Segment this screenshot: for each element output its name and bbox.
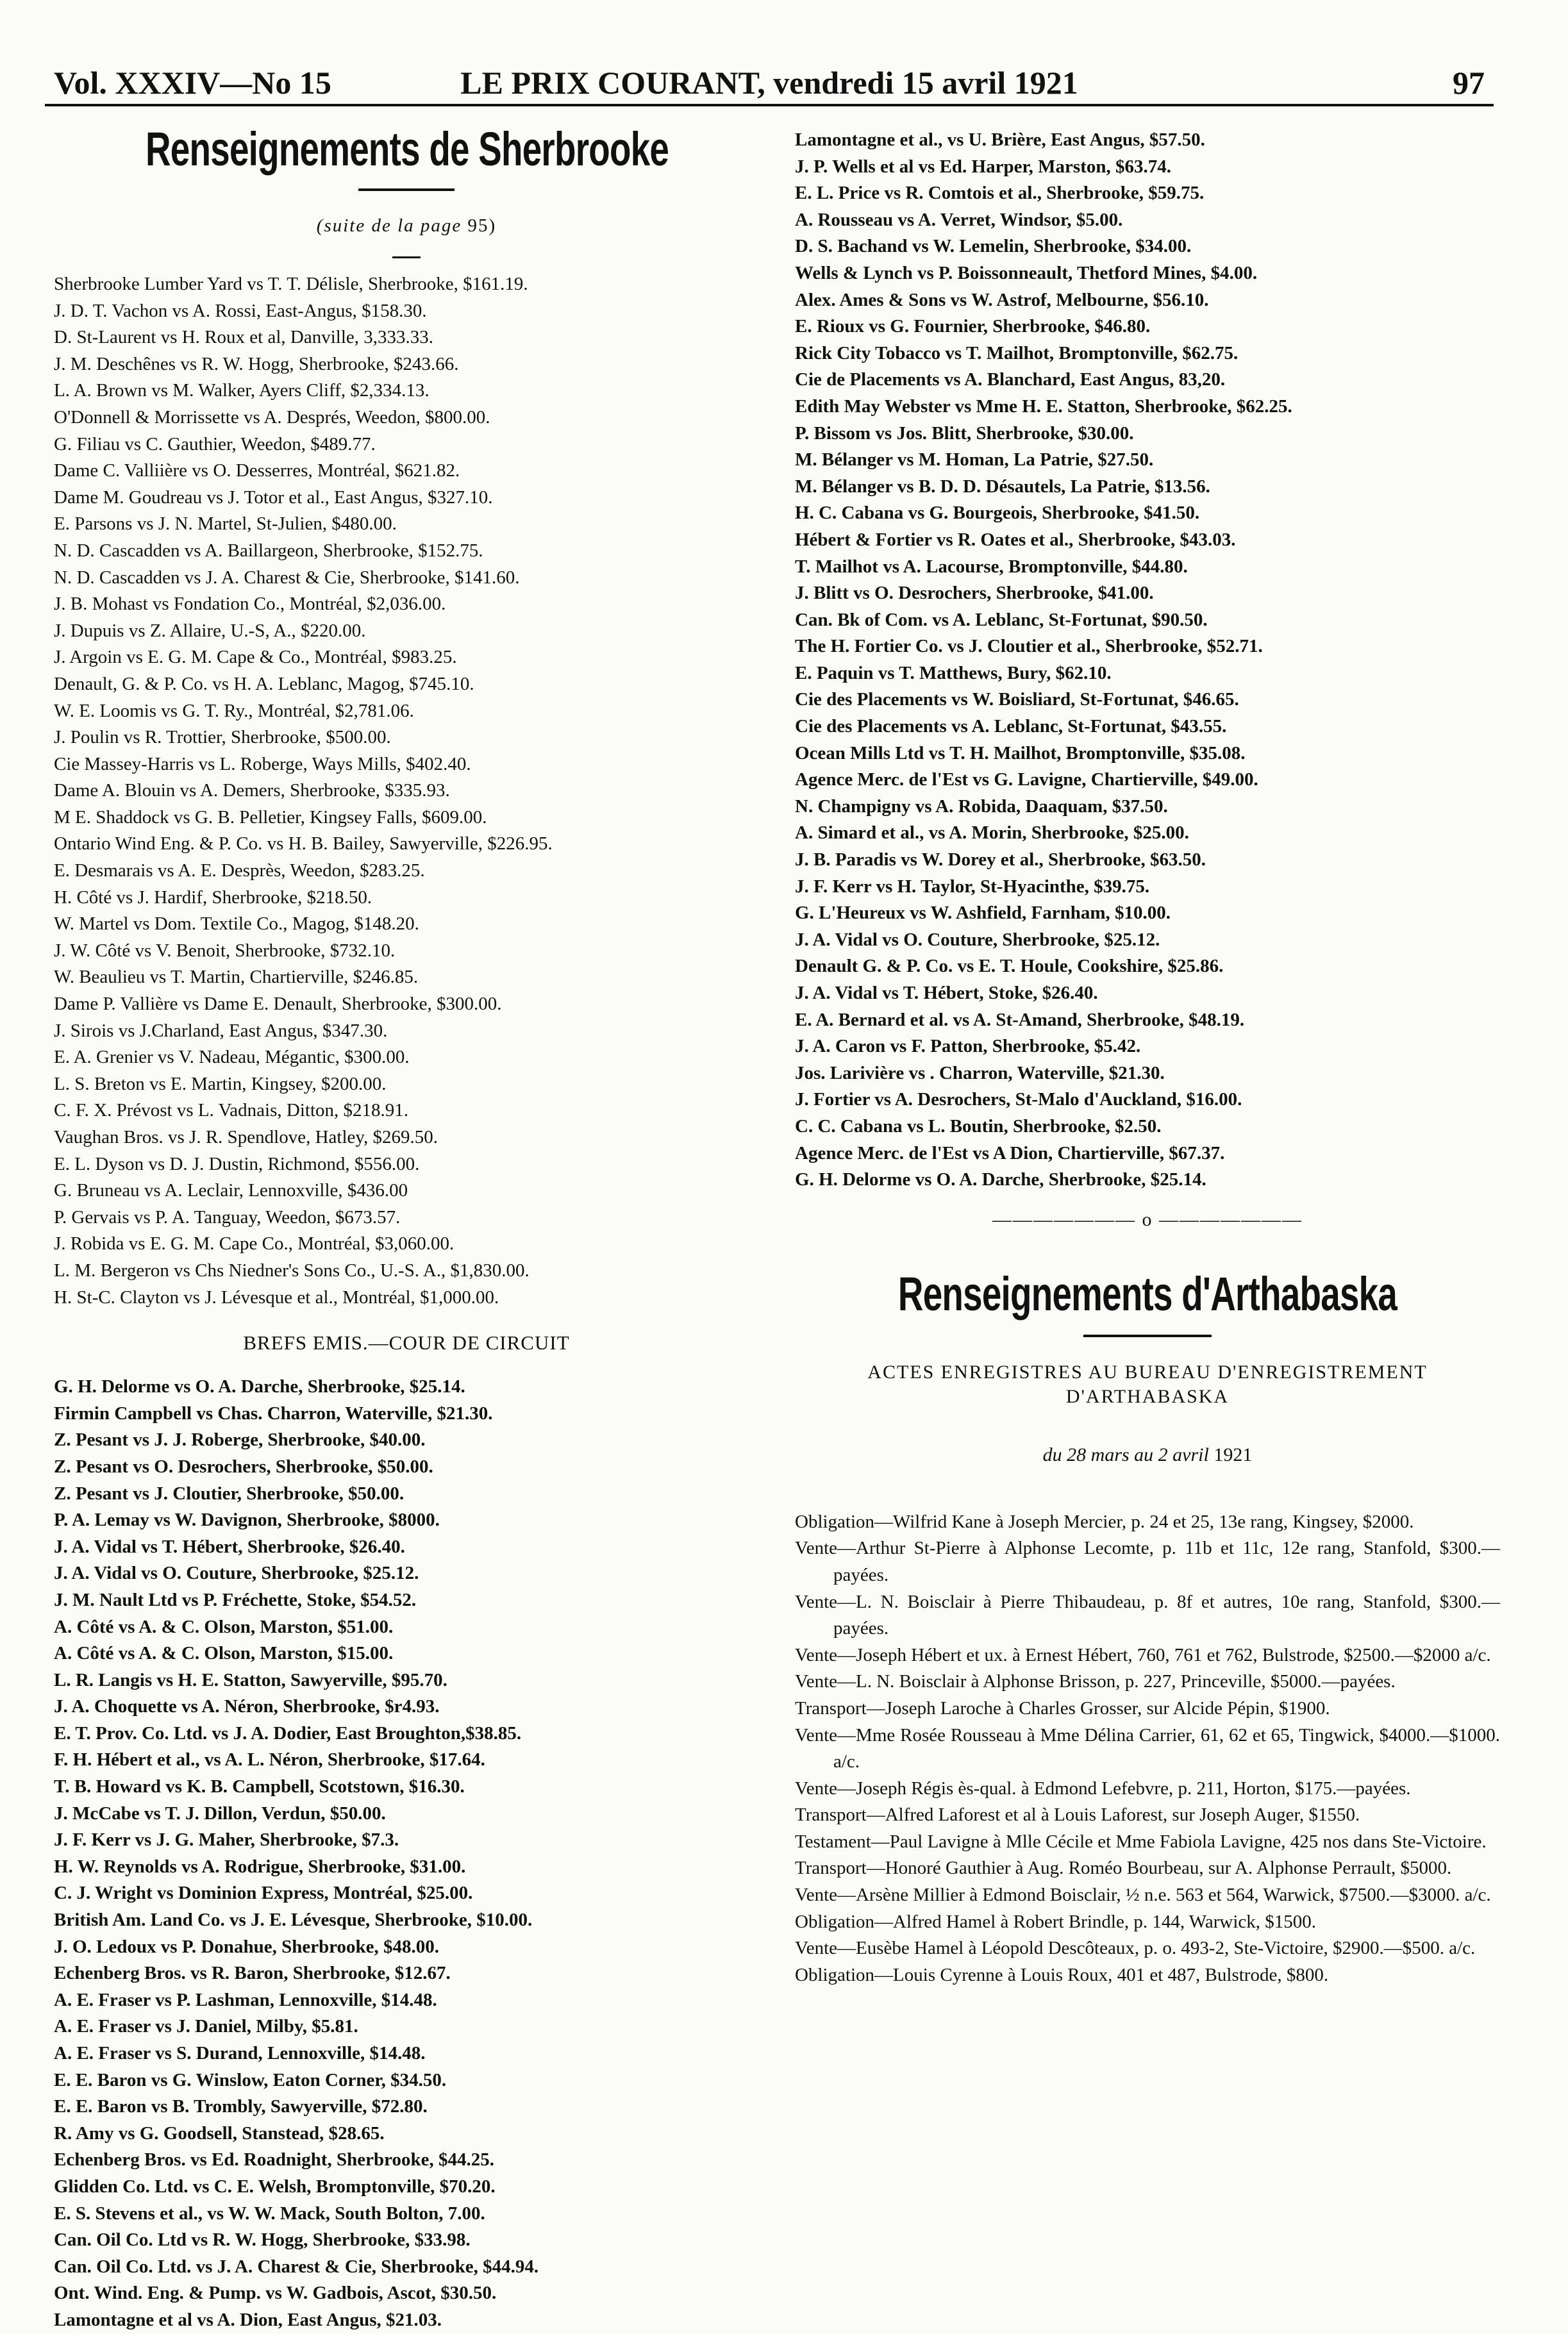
judgment-entry: Vaughan Bros. vs J. R. Spendlove, Hatley, $269.50. (54, 1127, 438, 1147)
arthabaska-deeds (795, 1509, 1500, 1989)
suite-text: (suite de la page (316, 215, 462, 236)
bref-entry: Glidden Co. Ltd. vs C. E. Welsh, Bromptonville, $70.20. (54, 2176, 496, 2197)
deed-entry: Vente—Arthur St-Pierre à Alphonse Lecomte, p. 11b et 11c, 12e rang, Stanfold, $300.—payées. (795, 1538, 1500, 1585)
judgment-entry: H. St-C. Clayton vs J. Lévesque et al., Montréal, $1,000.00. (54, 1287, 499, 1308)
bref-entry: Z. Pesant vs O. Desrochers, Sherbrooke, $50.00. (54, 1456, 433, 1477)
bref-entry: Cie de Placements vs A. Blanchard, East Angus, 83,20. (795, 369, 1226, 390)
judgment-entry: Dame C. Valliière vs O. Desserres, Montréal, $621.82. (54, 460, 460, 481)
bref-entry: A. Simard et al., vs A. Morin, Sherbrooke, $25.00. (795, 822, 1189, 844)
suite-close: ) (488, 215, 497, 236)
brefs-heading: BREFS EMIS.—COUR DE CIRCUIT (243, 1331, 570, 1355)
header-volume: Vol. XXXIV—No 15 (54, 65, 331, 101)
judgment-entry: G. Bruneau vs A. Leclair, Lennoxville, $436.00 (54, 1180, 408, 1201)
suite-rule (392, 256, 421, 258)
bref-entry: G. L'Heureux vs W. Ashfield, Farnham, $10.00. (795, 903, 1171, 924)
bref-entry: L. R. Langis vs H. E. Statton, Sawyerville, $95.70. (54, 1669, 447, 1690)
arthabaska-subheading-1: ACTES ENREGISTRES AU BUREAU D'ENREGISTREMENT (867, 1361, 1428, 1383)
bref-entry: Hébert & Fortier vs R. Oates et al., Sherbrooke, $43.03. (795, 529, 1236, 550)
bref-entry: J. McCabe vs T. J. Dillon, Verdun, $50.00. (54, 1803, 386, 1824)
bref-entry: M. Bélanger vs B. D. D. Désautels, La Patrie, $13.56. (795, 476, 1210, 497)
sherbrooke-title: Renseignements de Sherbrooke (146, 122, 669, 176)
title-rule (358, 188, 455, 191)
bref-entry: Cie des Placements vs W. Boisliard, St-Fortunat, $46.65. (795, 689, 1239, 710)
judgment-entry: C. F. X. Prévost vs L. Vadnais, Ditton, $218.91. (54, 1100, 408, 1121)
bref-entry: J. F. Kerr vs H. Taylor, St-Hyacinthe, $39.75. (795, 876, 1150, 897)
bref-entry: Alex. Ames & Sons vs W. Astrof, Melbourne, $56.10. (795, 289, 1209, 310)
bref-entry: J. A. Choquette vs A. Néron, Sherbrooke, $r4.93. (54, 1696, 440, 1717)
judgment-entry: D. St-Laurent vs H. Roux et al, Danville, 3,333.33. (54, 327, 433, 348)
judgment-entry: J. M. Deschênes vs R. W. Hogg, Sherbrooke, $243.66. (54, 353, 459, 374)
judgment-entry: G. Filiau vs C. Gauthier, Weedon, $489.77. (54, 433, 376, 454)
judgment-entry: Dame A. Blouin vs A. Demers, Sherbrooke, $335.93. (54, 780, 450, 801)
bref-entry: P. Bissom vs Jos. Blitt, Sherbrooke, $30.00. (795, 422, 1134, 444)
bref-entry: Rick City Tobacco vs T. Mailhot, Bromptonville, $62.75. (795, 342, 1239, 363)
bref-entry: G. H. Delorme vs O. A. Darche, Sherbrooke, $25.14. (54, 1376, 465, 1397)
judgment-entry: L. A. Brown vs M. Walker, Ayers Cliff, $2,334.13. (54, 380, 430, 401)
bref-entry: Ocean Mills Ltd vs T. H. Mailhot, Bromptonville, $35.08. (795, 742, 1246, 763)
bref-entry: D. S. Bachand vs W. Lemelin, Sherbrooke, $34.00. (795, 236, 1192, 257)
judgment-entry: Dame P. Vallière vs Dame E. Denault, Sherbrooke, $300.00. (54, 994, 502, 1015)
suite-note (54, 213, 759, 238)
page-header (45, 64, 1494, 106)
deed-entry: Obligation—Louis Cyrenne à Louis Roux, 401 et 487, Bulstrode, $800. (795, 1964, 1329, 1985)
bref-entry: Ont. Wind. Eng. & Pump. vs W. Gadbois, Ascot, $30.50. (54, 2283, 497, 2304)
sherbrooke-entries (54, 271, 759, 1311)
bref-entry: H. C. Cabana vs G. Bourgeois, Sherbrooke, $41.50. (795, 503, 1200, 524)
bref-entry: Firmin Campbell vs Chas. Charron, Waterville, $21.30. (54, 1403, 493, 1424)
judgment-entry: L. M. Bergeron vs Chs Niedner's Sons Co., U.-S. A., $1,830.00. (54, 1260, 530, 1281)
judgment-entry: J. B. Mohast vs Fondation Co., Montréal, $2,036.00. (54, 594, 446, 615)
judgment-entry: J. Robida vs E. G. M. Cape Co., Montréal, $3,060.00. (54, 1233, 455, 1255)
bref-entry: Wells & Lynch vs P. Boissonneault, Thetford Mines, $4.00. (795, 262, 1258, 283)
header-page-number: 97 (1453, 65, 1485, 101)
bref-entry: A. E. Fraser vs J. Daniel, Milby, $5.81. (54, 2016, 358, 2037)
bref-entry: Agence Merc. de l'Est vs G. Lavigne, Chartierville, $49.00. (795, 769, 1258, 790)
bref-entry: Echenberg Bros. vs R. Baron, Sherbrooke, $12.67. (54, 1963, 451, 1984)
judgment-entry: W. Beaulieu vs T. Martin, Chartierville, $246.85. (54, 967, 419, 988)
bref-entry: M. Bélanger vs M. Homan, La Patrie, $27.50. (795, 449, 1154, 471)
deed-entry: Vente—L. N. Boisclair à Pierre Thibaudeau, p. 8f et autres, 10e rang, Stanfold, $300.—payées. (795, 1591, 1500, 1639)
judgment-entry: N. D. Cascadden vs A. Baillargeon, Sherbrooke, $152.75. (54, 540, 483, 561)
judgment-entry: J. Argoin vs E. G. M. Cape & Co., Montréal, $983.25. (54, 647, 457, 668)
bref-entry: R. Amy vs G. Goodsell, Stanstead, $28.65. (54, 2122, 385, 2144)
brefs-entries (54, 1374, 759, 2333)
judgment-entry: E. A. Grenier vs V. Nadeau, Mégantic, $300.00. (54, 1047, 410, 1068)
bref-entry: Edith May Webster vs Mme H. E. Statton, Sherbrooke, $62.25. (795, 396, 1292, 417)
arthabaska-title: Renseignements d'Arthabaska (897, 1267, 1397, 1321)
judgment-entry: P. Gervais vs P. A. Tanguay, Weedon, $673.57. (54, 1206, 401, 1228)
bref-entry: E. Paquin vs T. Matthews, Bury, $62.10. (795, 662, 1112, 683)
bref-entry: Lamontagne et al vs A. Dion, East Angus, $21.03. (54, 2309, 442, 2330)
bref-entry: E. A. Bernard et al. vs A. St-Amand, Sherbrooke, $48.19. (795, 1009, 1245, 1030)
bref-entry: Z. Pesant vs J. J. Roberge, Sherbrooke, $40.00. (54, 1430, 426, 1451)
bref-entry: A. Rousseau vs A. Verret, Windsor, $5.00. (795, 209, 1123, 230)
deed-entry: Vente—L. N. Boisclair à Alphonse Brisson, p. 227, Princeville, $5000.—payées. (795, 1671, 1396, 1692)
judgment-entry: Cie Massey-Harris vs L. Roberge, Ways Mills, $402.40. (54, 753, 471, 774)
deed-entry: Vente—Mme Rosée Rousseau à Mme Délina Carrier, 61, 62 et 65, Tingwick, $4000.—$1000. a/c. (795, 1724, 1500, 1772)
bref-entry: Cie des Placements vs A. Leblanc, St-Fortunat, $43.55. (795, 716, 1227, 737)
section-divider: ——————— o ——————— (992, 1208, 1303, 1230)
brefs-continued-entries (795, 127, 1500, 1194)
judgment-entry: E. L. Dyson vs D. J. Dustin, Richmond, $556.00. (54, 1153, 420, 1174)
bref-entry: J. O. Ledoux vs P. Donahue, Sherbrooke, $48.00. (54, 1936, 440, 1957)
judgment-entry: J. W. Côté vs V. Benoit, Sherbrooke, $732.10. (54, 940, 396, 961)
bref-entry: J. A. Vidal vs T. Hébert, Sherbrooke, $26.40. (54, 1536, 405, 1557)
judgment-entry: M E. Shaddock vs G. B. Pelletier, Kingsey Falls, $609.00. (54, 806, 487, 828)
bref-entry: T. Mailhot vs A. Lacourse, Bromptonville, $44.80. (795, 556, 1188, 577)
judgment-entry: O'Donnell & Morrissette vs A. Després, Weedon, $800.00. (54, 406, 490, 428)
bref-entry: E. E. Baron vs B. Trombly, Sawyerville, $72.80. (54, 2096, 428, 2117)
bref-entry: J. A. Vidal vs T. Hébert, Stoke, $26.40. (795, 983, 1098, 1003)
judgment-entry: W. Martel vs Dom. Textile Co., Magog, $148.20. (54, 913, 419, 935)
bref-entry: J. Fortier vs A. Desrochers, St-Malo d'Auckland, $16.00. (795, 1089, 1242, 1110)
bref-entry: A. E. Fraser vs S. Durand, Lennoxville, $14.48. (54, 2043, 426, 2063)
bref-entry: Echenberg Bros. vs Ed. Roadnight, Sherbrooke, $44.25. (54, 2149, 494, 2171)
bref-entry: J. M. Nault Ltd vs P. Fréchette, Stoke, $54.52. (54, 1589, 417, 1610)
bref-entry: Can. Oil Co. Ltd vs R. W. Hogg, Sherbrooke, $33.98. (54, 2230, 471, 2251)
bref-entry: C. J. Wright vs Dominion Express, Montréal, $25.00. (54, 1883, 473, 1904)
bref-entry: C. C. Cabana vs L. Boutin, Sherbrooke, $2.50. (795, 1115, 1162, 1137)
bref-entry: T. B. Howard vs K. B. Campbell, Scotstown, $16.30. (54, 1776, 465, 1797)
bref-entry: J. B. Paradis vs W. Dorey et al., Sherbrooke, $63.50. (795, 849, 1206, 871)
bref-entry: Can. Oil Co. Ltd. vs J. A. Charest & Cie, Sherbrooke, $44.94. (54, 2256, 539, 2277)
judgment-entry: J. Dupuis vs Z. Allaire, U.-S, A., $220.00. (54, 620, 366, 641)
date-prefix: du 28 mars au 2 avril (1042, 1444, 1209, 1465)
judgment-entry: Sherbrooke Lumber Yard vs T. T. Délisle, Sherbrooke, $161.19. (54, 274, 528, 294)
deed-entry: Vente—Arsène Millier à Edmond Boisclair, ½ n.e. 563 et 564, Warwick, $7500.—$3000. a/c. (795, 1885, 1491, 1906)
bref-entry: Z. Pesant vs J. Cloutier, Sherbrooke, $50.00. (54, 1483, 405, 1504)
bref-entry: P. A. Lemay vs W. Davignon, Sherbrooke, $8000. (54, 1510, 440, 1531)
judgment-entry: E. Parsons vs J. N. Martel, St-Julien, $480.00. (54, 513, 397, 535)
judgment-entry: J. Poulin vs R. Trottier, Sherbrooke, $500.00. (54, 727, 391, 748)
bref-entry: H. W. Reynolds vs A. Rodrigue, Sherbrooke, $31.00. (54, 1856, 466, 1877)
bref-entry: Can. Bk of Com. vs A. Leblanc, St-Fortunat, $90.50. (795, 609, 1208, 630)
bref-entry: Agence Merc. de l'Est vs A Dion, Chartierville, $67.37. (795, 1142, 1225, 1163)
judgment-entry: E. Desmarais vs A. E. Desprès, Weedon, $283.25. (54, 860, 425, 881)
bref-entry: J. A. Caron vs F. Patton, Sherbrooke, $5.42. (795, 1036, 1141, 1057)
judgment-entry: H. Côté vs J. Hardif, Sherbrooke, $218.50. (54, 887, 372, 908)
deed-entry: Transport—Joseph Laroche à Charles Grosser, sur Alcide Pépin, $1900. (795, 1697, 1330, 1719)
bref-entry: J. Blitt vs O. Desrochers, Sherbrooke, $41.00. (795, 583, 1154, 604)
deed-entry: Testament—Paul Lavigne à Mlle Cécile et Mme Fabiola Lavigne, 425 nos dans Ste-Victoire. (795, 1831, 1487, 1852)
bref-entry: British Am. Land Co. vs J. E. Lévesque, Sherbrooke, $10.00. (54, 1910, 533, 1931)
bref-entry: A. Côté vs A. & C. Olson, Marston, $15.00. (54, 1643, 394, 1664)
bref-entry: E. L. Price vs R. Comtois et al., Sherbrooke, $59.75. (795, 183, 1205, 204)
bref-entry: A. E. Fraser vs P. Lashman, Lennoxville, $14.48. (54, 1989, 437, 2010)
bref-entry: Lamontagne et al., vs U. Brière, East Angus, $57.50. (795, 129, 1205, 150)
bref-entry: Jos. Larivière vs . Charron, Waterville, $21.30. (795, 1062, 1165, 1083)
deed-entry: Transport—Alfred Laforest et al à Louis Laforest, sur Joseph Auger, $1550. (795, 1805, 1360, 1826)
bref-entry: N. Champigny vs A. Robida, Daaquam, $37.50. (795, 796, 1168, 817)
left-column (54, 122, 759, 2334)
header-publication: LE PRIX COURANT, vendredi 15 avril 1921 (460, 65, 1078, 101)
judgment-entry: Ontario Wind Eng. & P. Co. vs H. B. Bailey, Sawyerville, $226.95. (54, 833, 553, 854)
date-year: 1921 (1214, 1444, 1253, 1465)
arthabaska-subheading-2: D'ARTHABASKA (1065, 1385, 1230, 1407)
bref-entry: J. A. Vidal vs O. Couture, Sherbrooke, $25.12. (795, 929, 1160, 950)
bref-entry: Denault G. & P. Co. vs E. T. Houle, Cookshire, $25.86. (795, 956, 1224, 977)
judgment-entry: Dame M. Goudreau vs J. Totor et al., East Angus, $327.10. (54, 487, 493, 508)
judgment-entry: Denault, G. & P. Co. vs H. A. Leblanc, Magog, $745.10. (54, 673, 474, 694)
judgment-entry: J. D. T. Vachon vs A. Rossi, East-Angus, $158.30. (54, 300, 427, 321)
judgment-entry: L. S. Breton vs E. Martin, Kingsey, $200.00. (54, 1073, 387, 1094)
bref-entry: E. T. Prov. Co. Ltd. vs J. A. Dodier, East Broughton,$38.85. (54, 1722, 522, 1744)
bref-entry: J. P. Wells et al vs Ed. Harper, Marston, $63.74. (795, 156, 1171, 177)
deed-entry: Vente—Eusèbe Hamel à Léopold Descôteaux, p. o. 493-2, Ste-Victoire, $2900.—$500. a/c. (795, 1938, 1476, 1959)
bref-entry: E. E. Baron vs G. Winslow, Eaton Corner, $34.50. (54, 2069, 447, 2090)
bref-entry: E. S. Stevens et al., vs W. W. Mack, South Bolton, 7.00. (54, 2203, 485, 2224)
judgment-entry: W. E. Loomis vs G. T. Ry., Montréal, $2,781.06. (54, 700, 414, 721)
deed-entry: Vente—Joseph Hébert et ux. à Ernest Hébert, 760, 761 et 762, Bulstrode, $2500.—$2000 a/c. (795, 1644, 1491, 1665)
bref-entry: G. H. Delorme vs O. A. Darche, Sherbrooke, $25.14. (795, 1169, 1206, 1190)
bref-entry: J. A. Vidal vs O. Couture, Sherbrooke, $25.12. (54, 1563, 419, 1584)
suite-page: 95 (467, 215, 489, 236)
right-column (795, 127, 1500, 1988)
bref-entry: The H. Fortier Co. vs J. Cloutier et al., Sherbrooke, $52.71. (795, 636, 1263, 657)
bref-entry: J. F. Kerr vs J. G. Maher, Sherbrooke, $7.3. (54, 1830, 399, 1851)
deed-entry: Obligation—Wilfrid Kane à Joseph Mercier, p. 24 et 25, 13e rang, Kingsey, $2000. (795, 1511, 1414, 1532)
bref-entry: A. Côté vs A. & C. Olson, Marston, $51.00. (54, 1616, 394, 1637)
deed-entry: Vente—Joseph Régis ès-qual. à Edmond Lefebvre, p. 211, Horton, $175.—payées. (795, 1778, 1411, 1799)
bref-entry: F. H. Hébert et al., vs A. L. Néron, Sherbrooke, $17.64. (54, 1749, 485, 1771)
deed-entry: Transport—Honoré Gauthier à Aug. Roméo Bourbeau, sur A. Alphonse Perrault, $5000. (795, 1858, 1452, 1879)
bref-entry: E. Rioux vs G. Fournier, Sherbrooke, $46.80. (795, 316, 1151, 337)
deed-entry: Obligation—Alfred Hamel à Robert Brindle, p. 144, Warwick, $1500. (795, 1911, 1316, 1932)
judgment-entry: J. Sirois vs J.Charland, East Angus, $347.30. (54, 1020, 388, 1041)
arthabaska-date (795, 1442, 1500, 1468)
judgment-entry: N. D. Cascadden vs J. A. Charest & Cie, Sherbrooke, $141.60. (54, 567, 520, 588)
